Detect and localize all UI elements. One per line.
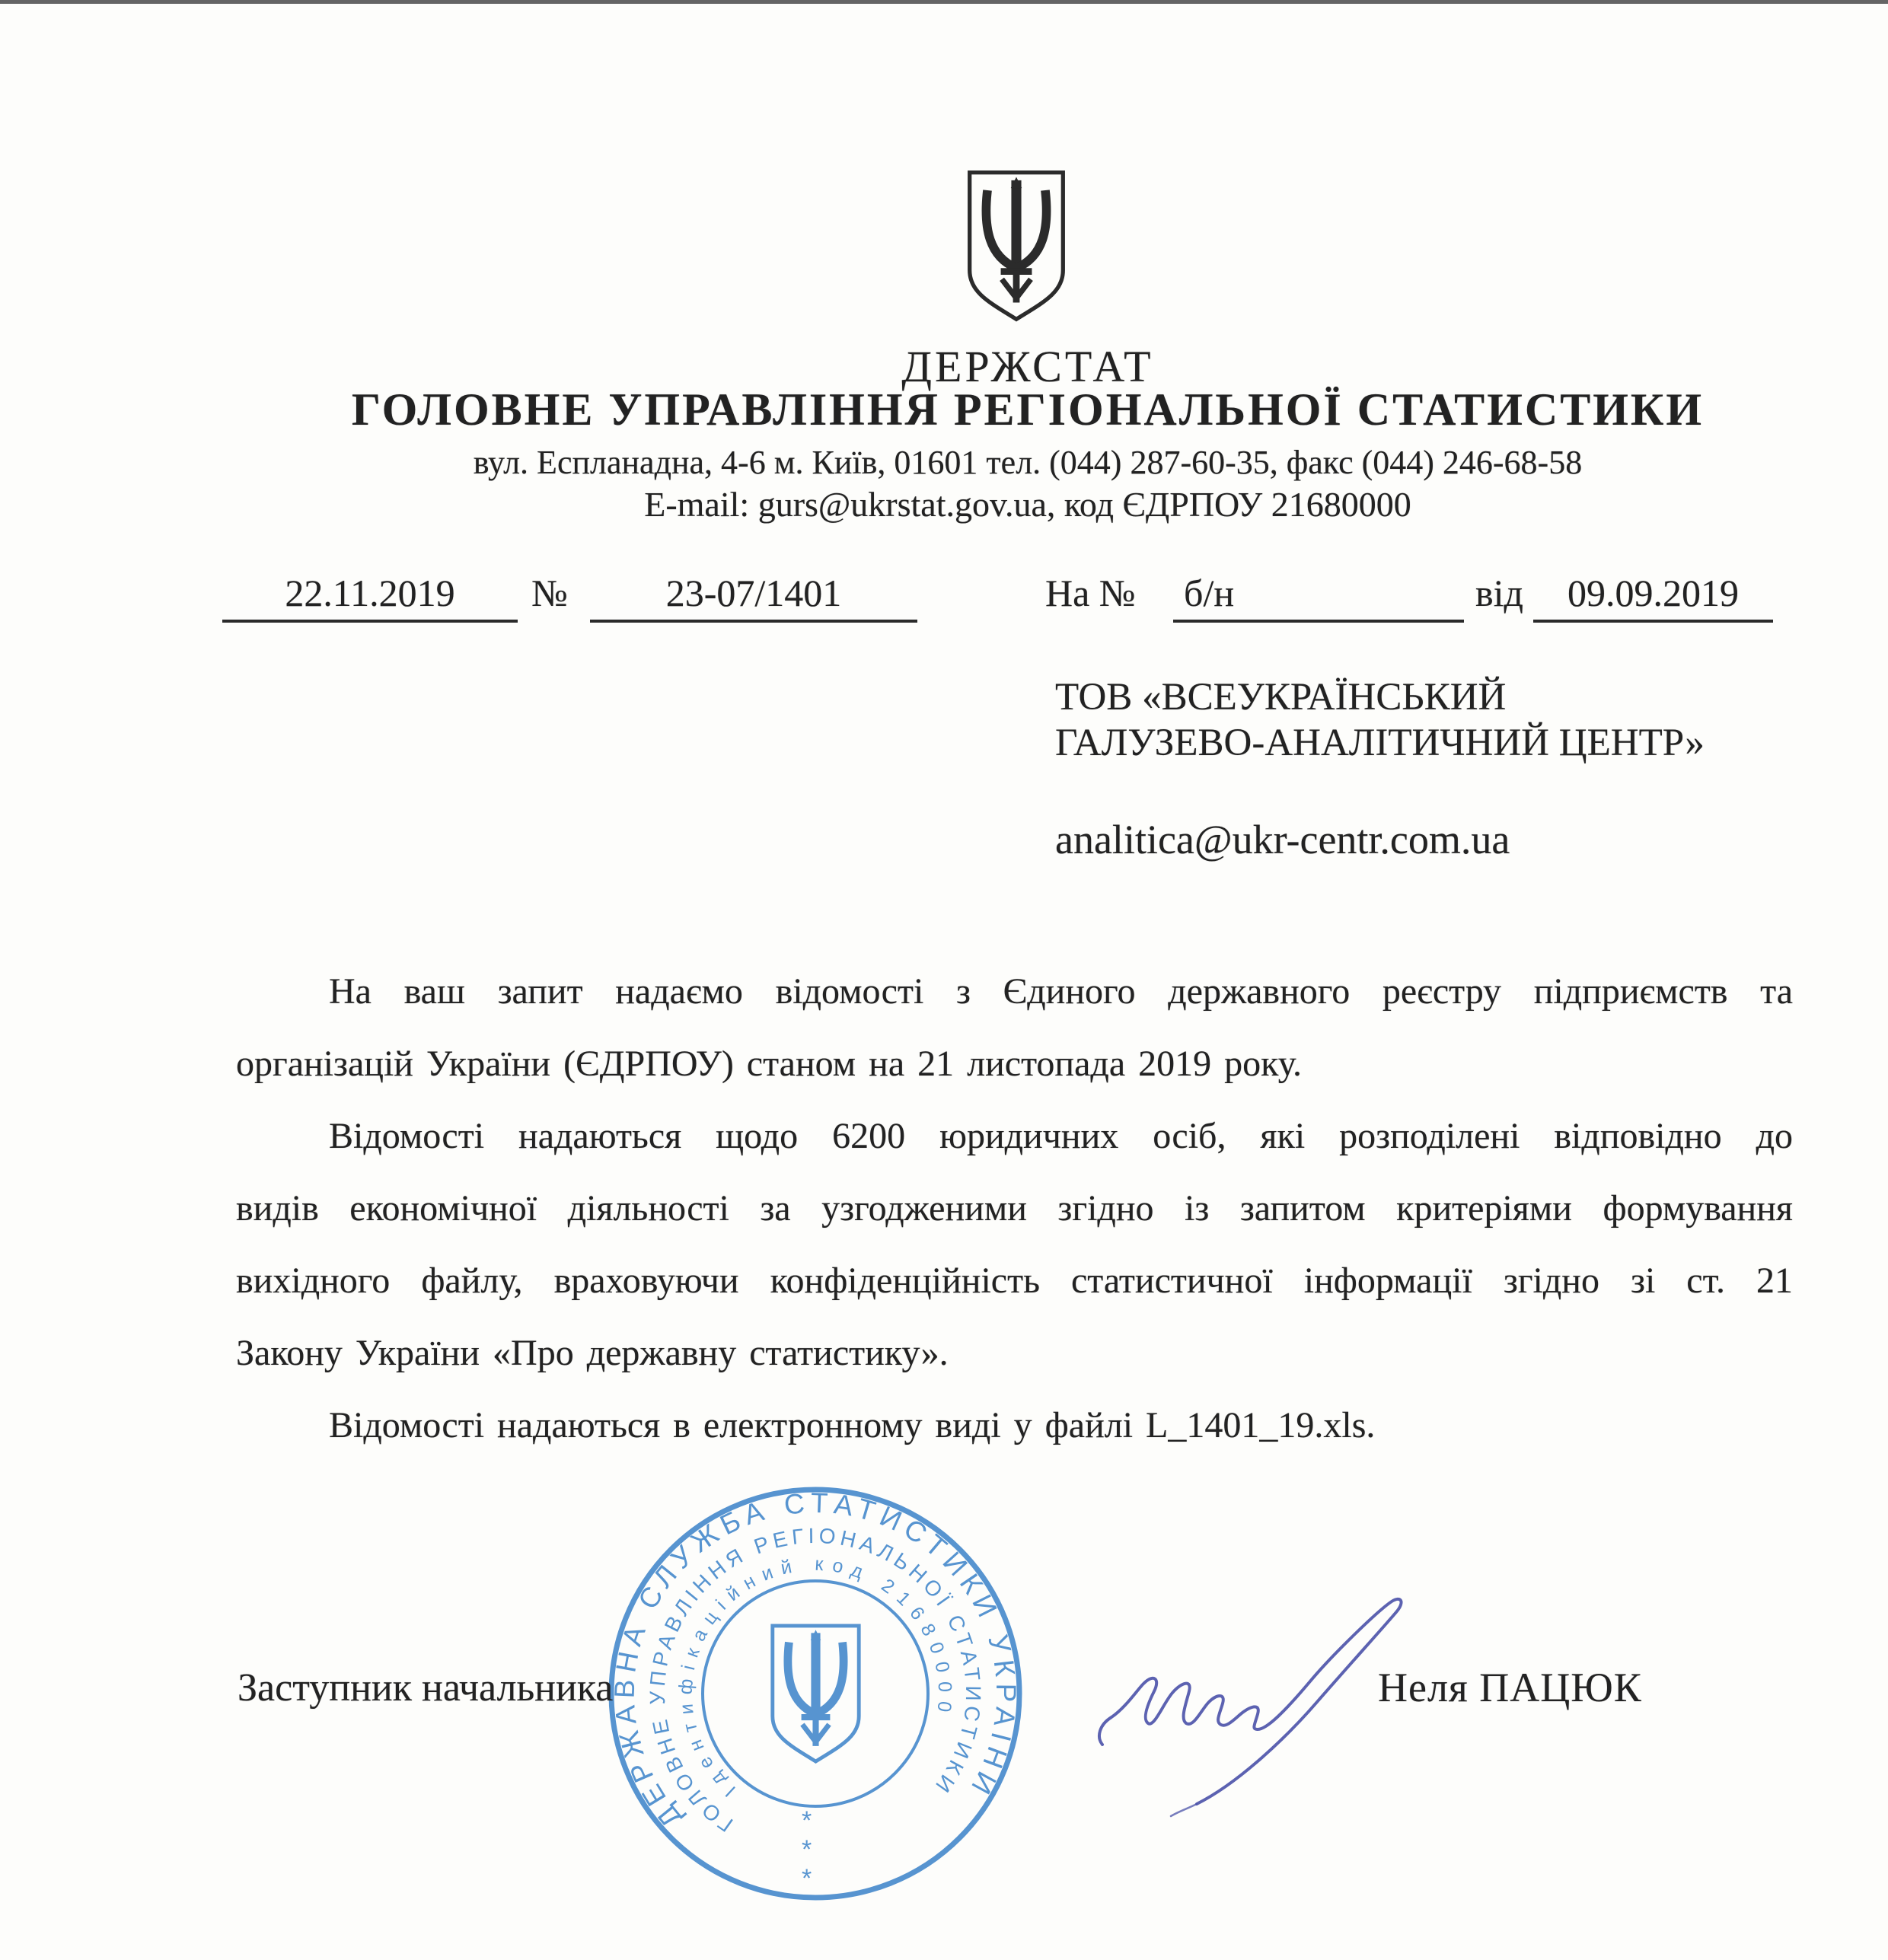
stamp-ring3-text: Ідентифікаційний код 21680000 [675,1553,956,1802]
body-line: Закону України «Про державну статистику». [236,1333,949,1373]
letterhead-org-name: ГОЛОВНЕ УПРАВЛІННЯ РЕГІОНАЛЬНОЇ СТАТИСТИКИ [351,384,1705,435]
letterhead-title: ДЕРЖСТАТ [901,342,1154,391]
letterhead-address: вул. Еспланадна, 4-6 м. Київ, 01601 тел. (044) 287-60-35, факс (044) 246-68-58 [473,444,1583,481]
body-line: організацій України (ЄДРПОУ) станом на 21 листопада 2019 року. [236,1044,1302,1084]
official-stamp [602,1480,1029,1907]
stamp-trident-emblem [773,1626,859,1761]
signer-name: Неля ПАЦЮК [1378,1665,1642,1710]
reply-date-field: 09.09.2019 [1533,571,1773,623]
scan-edge-artifact [0,0,1888,4]
recipient-name-line1: ТОВ «ВСЕУКРАЇНСЬКИЙ [1055,676,1507,719]
stamp-asterisk: * [802,1806,812,1835]
reply-number-field: б/н [1173,571,1464,623]
body-line: Відомості надаються щодо 6200 юридичних осіб, які розподілені відповідно до [329,1116,1793,1156]
body-line: видів економічної діяльності за узгодженими згідно із запитом критеріями формування [236,1188,1793,1229]
number-label: № [531,572,568,614]
body-line: вихідного файлу, враховуючи конфіденційність статистичної інформації згідно зі ст. 21 [236,1260,1793,1301]
recipient-email: analitica@ukr-centr.com.ua [1055,817,1510,862]
recipient-block [1055,674,1705,766]
outgoing-date-field: 22.11.2019 [222,571,518,623]
outgoing-number-field: 23-07/1401 [590,571,917,623]
letterhead-email: E-mail: gurs@ukrstat.gov.ua, код ЄДРПОУ 21680000 [644,485,1411,524]
stamp-asterisk: * [802,1835,812,1864]
body-line: На ваш запит надаємо відомості з Єдиного державного реєстру підприємств та [329,971,1793,1012]
body-line: Відомості надаються в електронному виді у файлі L_1401_19.xls. [329,1405,1376,1445]
recipient-name-line2: ГАЛУЗЕВО-АНАЛІТИЧНИЙ ЦЕНТР» [1055,722,1705,764]
stamp-ring2-text: ГОЛОВНЕ УПРАВЛІННЯ РЕГІОНАЛЬНОЇ СТАТИСТИКИ [645,1523,986,1837]
coat-of-arms-emblem [961,167,1072,324]
signer-position: Заступник начальника [238,1666,614,1710]
stamp-asterisk: * [802,1864,812,1893]
stamp-ring1-text: ДЕРЖАВНА СЛУЖБА СТАТИСТИКИ УКРАЇНИ [608,1487,1022,1834]
reply-date-label: від [1475,572,1523,614]
reply-number-label: На № [1045,572,1136,614]
letter-body [236,955,1793,1461]
